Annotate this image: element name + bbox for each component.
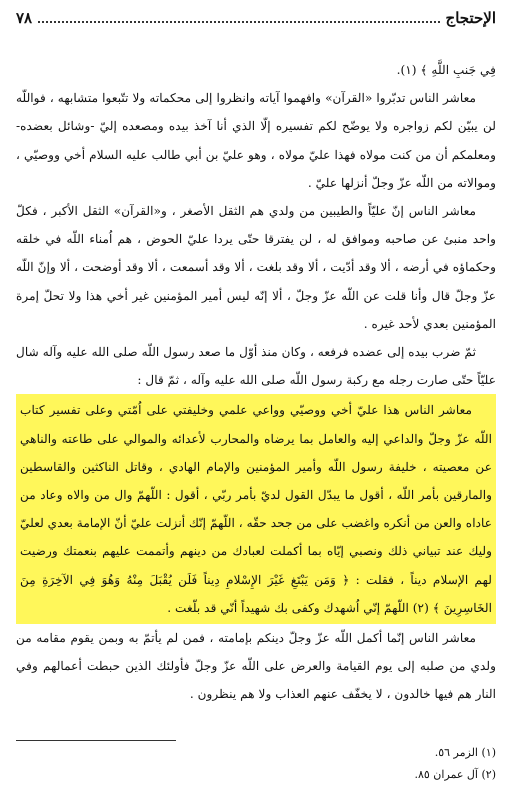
footnote-1: (١) الزمر ٥٦. (434, 746, 496, 759)
highlighted-paragraph: معاشر الناس هذا عليّ أخي ووصيّي وواعي علمي وخليفتي على اُمّتي وعلى تفسير كتاب اللّه عزّ وجلّ والداعي إليه والعامل بما يرضاه والمحارب لأعدائه والموالي على طاعته والناهي عن معصيته ، خليفة رسول اللّه وأمير المؤمنين والإمام الهادي ، وقاتل الناكثين والقاسطين والمارقين بأمر اللّه ، أقول ما يبدّل القول لديّ بأمر ربّي ، أقول : اللّهمّ وال من والاه وعاد من عاداه والعن من أنكره واغضب على من جحد حقّه ، اللّهمّ إنّك أنزلت عليّ أنّ الإمامة بعدي لعليّ وليك عند تبياني ذلك ونصبي إيّاه بما أكملت لعبادك من دينهم وأتممت عليهم بنعمتك ورضيت لهم الإسلام ديناً ، فقلت : ﴿ وَمَن يَبْتَغِ غَيْرَ الإِسْلامِ دِيناً فَلَن يُقْبَلَ مِنْهُ وَهُوَ فِي الآخِرَةِ مِنَ الخَاسِرِينَ ﴾ (٢) اللّهمّ إنّي اُشهدك وكفى بك شهيداً أنّي قد بلّغت . (16, 394, 496, 624)
chapter-title: الإحتجاج (445, 9, 496, 27)
footnote-2: (٢) آل عمران ٨٥. (414, 768, 496, 781)
paragraph-6: معاشر الناس إنّما أكمل اللّه عزّ وجلّ دينكم بإمامته ، فمن لم يأتمّ به وبمن يقوم مقامه من ولدي من صلبه إلى يوم القيامة والعرض على اللّه عزّ وجلّ فأولئك الذين حبطت أعمالهم وفي النار هم فيها خالدون ، لا يخفّف عنهم العذاب ولا هم ينظرون . (16, 631, 496, 702)
paragraph-2: معاشر الناس تدبّروا «القرآن» وافهموا آياته وانظروا إلى محكماته ولا تتّبعوا متشابهه ، فواللّه لن يبيّن لكم زواجره ولا يوضّح لكم تفسيره إلّا الذي أنا آخذ بيده ومصعده إليّ -وشائل بعضده- ومعلمكم أن من كنت مولاه فهذا عليّ مولاه ، وهو عليّ بن أبي طالب عليه السلام أخي ووصيّي ، وموالاته من اللّه عزّ وجلّ أنزلها عليّ . (16, 91, 496, 190)
footnote-separator (16, 740, 176, 741)
paragraph-3: معاشر الناس إنّ عليّاً والطيبين من ولدي هم الثقل الأصغر ، و«القرآن» الثقل الأكبر ، فكلّ واحد منبئ عن صاحبه وموافق له ، لن يفترقا حتّى يردا عليّ الحوض ، هم اُمناء اللّه في خلقه وحكماؤه في أرضه ، ألا وقد أدّيت ، ألا وقد بلغت ، ألا وقد أسمعت ، ألا وقد أوضحت ، ألا وإنّ اللّه عزّ وجلّ قال وأنا قلت عن اللّه عزّ وجلّ ، ألا إنّه ليس أمير المؤمنين غير أخي هذا ولا تحلّ إمرة المؤمنين بعدي لأحد غيره . (16, 204, 496, 331)
page-number: ٧٨ (16, 9, 33, 27)
paragraph-1: فِي جَنبِ اللَّهِ ﴾ (١). (396, 63, 496, 77)
paragraph-4: ثمّ ضرب بيده إلى عضده فرفعه ، وكان منذ أوّل ما صعد رسول اللّه صلى الله عليه وآله شال عليّاً حتّى صارت رجله مع ركبة رسول اللّه صلى الله عليه وآله ، ثمّ قال : (16, 345, 496, 388)
page-body (16, 56, 496, 709)
footnotes (16, 742, 496, 786)
header-dotted-leader (38, 13, 439, 23)
page-header (16, 6, 496, 30)
